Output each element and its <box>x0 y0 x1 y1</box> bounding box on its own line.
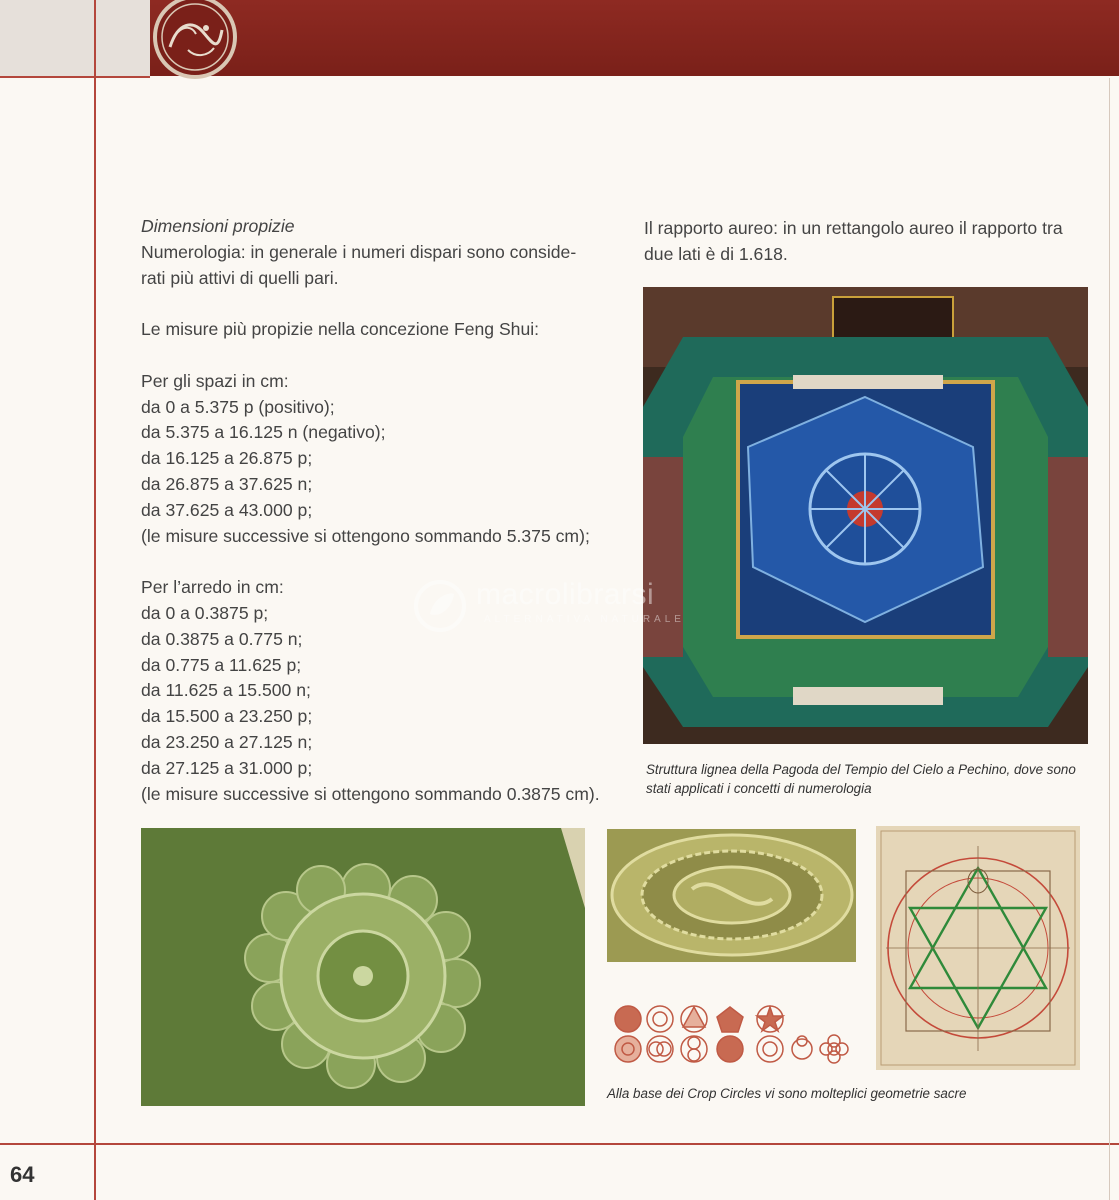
bottom-horizontal-rule <box>0 1143 1119 1145</box>
furniture-title: Per l’arredo in cm: <box>141 577 284 598</box>
spaces-item: da 5.375 a 16.125 n (negativo); <box>141 422 386 443</box>
section-heading: Dimensioni propizie <box>141 216 295 236</box>
golden-ratio-line: due lati è di 1.618. <box>644 243 788 264</box>
left-text-column <box>141 214 601 807</box>
right-edge-rule <box>1109 78 1110 1200</box>
pagoda-ceiling-photo <box>643 287 1088 744</box>
crop-circles-caption: Alla base dei Crop Circles vi sono molteplici geometrie sacre <box>607 1086 967 1101</box>
furniture-item: da 15.500 a 23.250 p; <box>141 706 313 727</box>
furniture-item: da 0 a 0.3875 p; <box>141 602 269 623</box>
top-horizontal-rule <box>0 76 150 78</box>
furniture-item: da 27.125 a 31.000 p; <box>141 757 313 778</box>
spaces-title: Per gli spazi in cm: <box>141 370 289 391</box>
left-vertical-rule <box>94 0 96 1200</box>
furniture-item: da 11.625 a 15.500 n; <box>141 680 311 701</box>
header-left-panel <box>0 0 150 76</box>
watermark-brand: macrolibrarsi <box>476 578 655 611</box>
spaces-item: da 16.125 a 26.875 p; <box>141 448 313 469</box>
sacred-geometry-symbols <box>612 1005 852 1065</box>
leaf-logo-icon <box>412 578 468 634</box>
right-text-column <box>644 216 1094 268</box>
furniture-item: da 0.3875 a 0.775 n; <box>141 628 303 649</box>
caption-line: Struttura lignea della Pagoda del Tempio del Cielo a Pechino, dove sono <box>646 762 1076 777</box>
vitruvian-man-geometry-photo <box>876 826 1080 1070</box>
page-number: 64 <box>10 1162 35 1187</box>
furniture-item: da 0.775 a 11.625 p; <box>141 654 302 675</box>
crop-circle-aerial-photo <box>141 828 585 1106</box>
spaces-item: da 37.625 a 43.000 p; <box>141 499 313 520</box>
caption-line: stati applicati i concetti di numerologia <box>646 781 872 796</box>
spaces-note: (le misure successive si ottengono sommando 5.375 cm); <box>141 525 590 546</box>
lead-line: Le misure più propizie nella concezione Feng Shui: <box>141 319 540 340</box>
header-band <box>150 0 1119 76</box>
crop-circle-pattern-photo <box>607 829 856 962</box>
golden-ratio-line: Il rapporto aureo: in un rettangolo aureo il rapporto tra <box>644 218 1063 238</box>
watermark-tagline: ALTERNATIVA NATURALE <box>484 614 685 625</box>
intro-line: rati più attivi di quelli pari. <box>141 267 339 288</box>
intro-line: Numerologia: in generale i numeri dispari sono conside- <box>141 241 577 262</box>
furniture-item: da 23.250 a 27.125 n; <box>141 731 313 752</box>
dragon-emblem-icon <box>148 0 242 82</box>
spaces-item: da 26.875 a 37.625 n; <box>141 473 313 494</box>
macrolibrarsi-watermark <box>412 578 712 638</box>
pagoda-caption <box>646 760 1091 798</box>
spaces-item: da 0 a 5.375 p (positivo); <box>141 396 335 417</box>
furniture-note: (le misure successive si ottengono sommando 0.3875 cm). <box>141 783 600 804</box>
